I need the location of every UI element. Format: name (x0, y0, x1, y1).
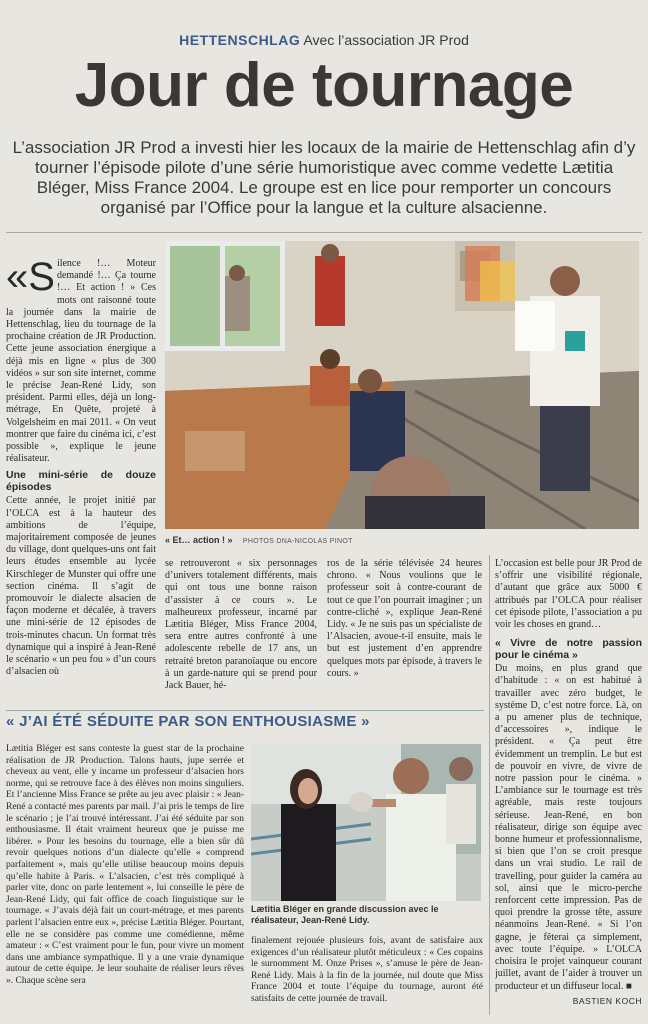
column-3 (327, 558, 482, 698)
box-column-1 (6, 744, 244, 1020)
col4-paragraph-2: Du moins, en plus grand que d’habitude : « on est habitué à travailler avec zéro budget, le système D, c’est notre force. Là, on a pu amener plus de technique, d’accessoires », indique le président. « Ça peut être évidemment un tremplin. Le but est de pouvoir en vivre, de vivre de notre passion pour le cinéma. » L’ambiance sur le tournage est très agréable, mais reste toujours sérieuse. Jean-René, en bon réalisateur, dirige son équipe avec bonne humeur et professionnalisme, si bien que l’on se croit presque dans un vrai studio. Le rail de travelling, pour guider la caméra au sol, ainsi que le micro-perche renforcent cette impression. Pas de quoi prendre la grosse tête, assure néanmoins Jean-René. « Si l’on gagne, je fêterai ça simplement, avec toute l’équipe. » L’OLCA choisira le projet vainqueur courant juillet, avant de l’aider à trouver un producteur et un diffuseur local. ■ (495, 663, 642, 992)
headline: Jour de tournage (74, 51, 574, 120)
box-col2-paragraph: finalement rejouée plusieurs fois, avant de satisfaire aux exigences d’un réalisateur plutôt méticuleux : « Ces copains le surnomment M. Onze Prises », s’amuse le père de Jean-René Lidy. Mais à la fin de la journée, nul doute que Miss France 2004 et toute l’équipe du tournage, auront été satisfaits de cette journée de travail. (251, 936, 483, 1004)
photo-filming-scene-image (165, 241, 639, 529)
box-col1-paragraph: Lætitia Bléger est sans conteste la guest star de la prochaine réalisation de JR Production. Talons hauts, jupe serrée et cheveux au vent, elle y incarne un professeur d’alsacien hors norme, qui se retrouve face à des élèves non moins singuliers. Et l’ancienne Miss France se prête au jeu avec plaisir : « Jean-René a contacté mes parents par mail. J’ai pris le temps de lire le scénario ; je l’ai trouvé intéressant. J’ai été séduite par son enthousiasme. Il était vraiment heureux que je puisse me libérer. » Pour les besoins du tournage, elle a bien sûr dû revoir quelques notions d’un dialecte qu’elle « comprend parfaitement », mais qu’elle utilise beaucoup moins depuis qu’elle habite à Paris. « L’alsacien, c’est très compliqué à parler vite, donc on parle lentement », lui conseille le père de Jean-René Lidy, qui fait office de coach linguistique sur le tournage. « J’avais déjà fait un court-métrage, et mes parents parlent l’alsacien entre eux », précise Lætitia Bléger. Pourtant, elle ne se considère pas comme une comédienne, même amateur : « C’est vraiment pour le fun, pour vivre un moment dans une ambiance sympathique. Il y a une vraie dynamique autour de cette équipe. Je leur souhaite de réaliser leurs rêves ». Chaque scène sera (6, 744, 244, 986)
subhead: Une mini-série de douze épisodes (6, 469, 156, 494)
kicker (0, 32, 648, 48)
photo-discussion-caption: Lætitia Bléger en grande discussion avec le réalisateur, Jean-René Lidy. (251, 904, 439, 925)
photo-credit: PHOTOS DNA-NICOLAS PINOT (242, 538, 353, 545)
dropcap: «S (6, 258, 55, 299)
column-1 (6, 258, 156, 704)
col4-paragraph-1: L’occasion est belle pour JR Prod de s’offrir une visibilité régionale, d’autant que grâce aux 5000 € attribués par l’OLCA pour réaliser cet épisode pilote, l’association a pu voir les choses en grand… (495, 558, 642, 631)
box-title: « J’AI ÉTÉ SÉDUITE PAR SON ENTHOUSIASME » (6, 710, 484, 730)
column-divider (489, 555, 490, 1015)
column-4 (495, 558, 642, 1018)
box-column-2 (251, 936, 483, 1022)
author-signature: BASTIEN KOCH (572, 995, 642, 1006)
divider (6, 232, 642, 233)
photo-discussion-image (251, 744, 481, 901)
col3-paragraph-1: ros de la série télévisée 24 heures chrono. « Nous voulions que le professeur soit à contre-courant de tout ce que l’on pourrait imaginer ; un contre-cliché », explique Jean-René Lidy. « Je ne suis pas un spécialiste de l’Alsacien, avoue-t-il ensuite, mais le but est justement d’en apprendre quelques mots par épisode, à travers le cours. » (327, 558, 482, 679)
photo-caption (165, 535, 639, 545)
col2-paragraph-1: se retrouveront « six personnages d’univers totalement différents, mais qui ont tous une bonne raison d’assister à ce cours ». Le malheureux professeur, incarné par Lætitia Bléger, Miss France 2004, sera entre autres confronté à une adolescente rebelle de 17 ans, un retraité breton paranoïaque ou encore à un garde-nature qui se prend pour Jack Bauer, hé- (165, 558, 317, 692)
quote-subhead: « Vivre de notre passion pour le cinéma » (495, 637, 642, 662)
photo-discussion (251, 744, 481, 901)
kicker-place: HETTENSCHLAG (179, 32, 301, 48)
lede: L’association JR Prod a investi hier les locaux de la mairie de Hettenschlag afin d’y tourner l’épisode pilote d’une série humoristique avec comme vedette Lætitia Bléger, Miss France 2004. Le groupe est en lice pour remporter un concours organisé par l’Office pour la langue et la culture alsacienne. (12, 138, 636, 217)
photo-filming-scene (165, 241, 639, 529)
col1-paragraph-1: ilence !… Moteur demandé !… Ça tourne !… Et action ! » Ces mots ont raisonné toute la journée dans la mairie de Hettenschlag, lieu du tournage de la prochaine création de JR Production. Cette jeune association énergique a déjà mis en ligne « plus de 300 vidéos » sur son site internet, comme le précise Jean-René Lidy, son président. Parmi elles, déjà un long-métrage, En Quête, projeté à Volgelsheim en mai 2011. « On veut montrer que faire du cinéma ici, c’est possible », explique le jeune réalisateur. (6, 258, 156, 465)
col1-paragraph-2: Cette année, le projet initié par l’OLCA est à la hauteur des ambitions de l’équipe, majoritairement composée de jeunes du village, dont quelques-uns ont fait leurs études ensemble au lycée Kirschleger de Munster qui offre une section cinéma. Il s’agit de promouvoir le dialecte alsacien de façon moderne et décalée, à travers une mini-série de 12 épisodes de trois-minutes chacun. Un format très dynamique qui a inspiré à Jean-René le scénario « un peu fou » d’un cours d’alsacien où (6, 495, 156, 678)
kicker-assoc: Avec l’association JR Prod (303, 32, 469, 48)
photo-caption-text: « Et… action ! » (165, 535, 233, 545)
column-2 (165, 558, 317, 698)
